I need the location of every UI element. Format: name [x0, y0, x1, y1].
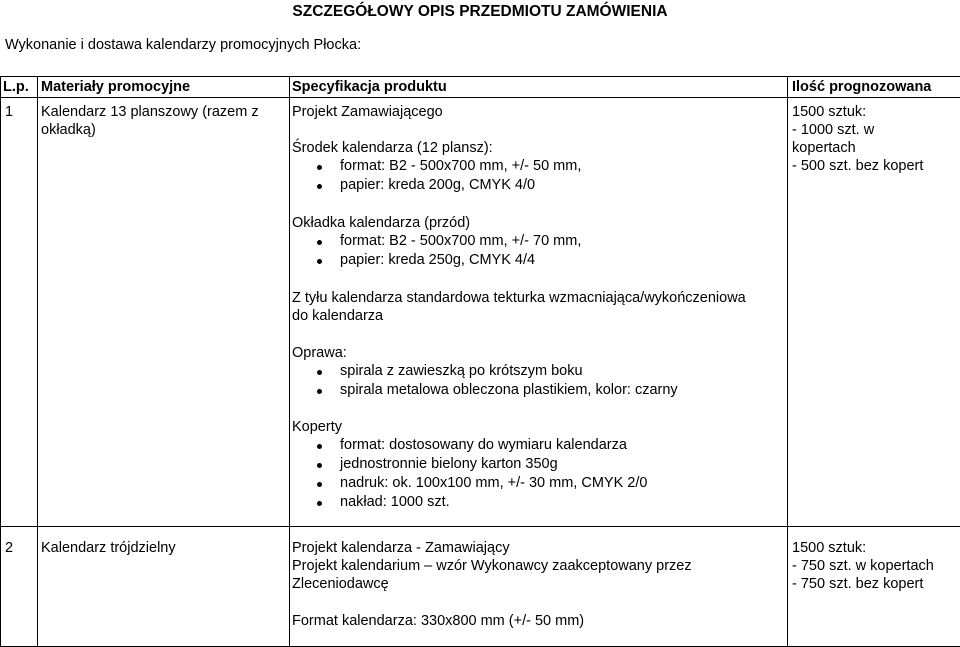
- header-specification: Specyfikacja produktu: [292, 78, 447, 96]
- row2-spec-line: Projekt kalendarium – wzór Wykonawcy zaakceptowany przez: [292, 557, 692, 575]
- oprawa-item: spirala metalowa obleczona plastikiem, kolor: czarny: [340, 381, 678, 399]
- row2-spec-line: Format kalendarza: 330x800 mm (+/- 50 mm): [292, 612, 584, 630]
- srodek-item: format: B2 - 500x700 mm, +/- 50 mm,: [340, 157, 581, 175]
- oprawa-title: Oprawa:: [292, 344, 347, 362]
- row1-qty-line: - 500 szt. bez kopert: [792, 157, 923, 175]
- tyl-line2: do kalendarza: [292, 307, 383, 325]
- row1-qty-line: kopertach: [792, 139, 856, 157]
- row1-material-line1: Kalendarz 13 planszowy (razem z: [41, 103, 259, 121]
- row2-lp: 2: [5, 539, 13, 557]
- koperty-title: Koperty: [292, 418, 342, 436]
- row2-qty-line: - 750 szt. bez kopert: [792, 575, 923, 593]
- row2-spec-line: Projekt kalendarza - Zamawiający: [292, 539, 510, 557]
- row2-spec-line: Zleceniodawcę: [292, 575, 389, 593]
- koperty-item: nadruk: ok. 100x100 mm, +/- 30 mm, CMYK 2/0: [340, 474, 647, 492]
- bullet-icon: [317, 370, 322, 375]
- document-title: SZCZEGÓŁOWY OPIS PRZEDMIOTU ZAMÓWIENIA: [0, 3, 960, 21]
- okladka-title: Okładka kalendarza (przód): [292, 214, 470, 232]
- oprawa-item: spirala z zawieszką po krótszym boku: [340, 362, 583, 380]
- okladka-item: papier: kreda 250g, CMYK 4/4: [340, 251, 535, 269]
- header-quantity: Ilość prognozowana: [792, 78, 931, 96]
- bullet-icon: [317, 444, 322, 449]
- row2-qty-line: - 750 szt. w kopertach: [792, 557, 934, 575]
- koperty-item: nakład: 1000 szt.: [340, 493, 450, 511]
- row1-qty-line: 1500 sztuk:: [792, 103, 866, 121]
- bullet-icon: [317, 184, 322, 189]
- row2-qty-line: 1500 sztuk:: [792, 539, 866, 557]
- row1-project-line: Projekt Zamawiającego: [292, 103, 443, 121]
- bullet-icon: [317, 240, 322, 245]
- koperty-item: format: dostosowany do wymiaru kalendarza: [340, 436, 627, 454]
- tyl-line1: Z tyłu kalendarza standardowa tekturka wzmacniająca/wykończeniowa: [292, 289, 746, 307]
- row1-qty-line: - 1000 szt. w: [792, 121, 874, 139]
- bullet-icon: [317, 463, 322, 468]
- bullet-icon: [317, 165, 322, 170]
- header-lp: L.p.: [3, 78, 29, 96]
- bullet-icon: [317, 501, 322, 506]
- bullet-icon: [317, 482, 322, 487]
- okladka-item: format: B2 - 500x700 mm, +/- 70 mm,: [340, 232, 581, 250]
- row2-material: Kalendarz trójdzielny: [41, 539, 176, 557]
- header-material: Materiały promocyjne: [41, 78, 190, 96]
- srodek-title: Środek kalendarza (12 plansz):: [292, 139, 493, 157]
- bullet-icon: [317, 389, 322, 394]
- row1-lp: 1: [5, 103, 13, 121]
- row1-material-line2: okładką): [41, 121, 96, 139]
- intro-text: Wykonanie i dostawa kalendarzy promocyjnych Płocka:: [5, 37, 361, 53]
- srodek-item: papier: kreda 200g, CMYK 4/0: [340, 176, 535, 194]
- bullet-icon: [317, 259, 322, 264]
- koperty-item: jednostronnie bielony karton 350g: [340, 455, 558, 473]
